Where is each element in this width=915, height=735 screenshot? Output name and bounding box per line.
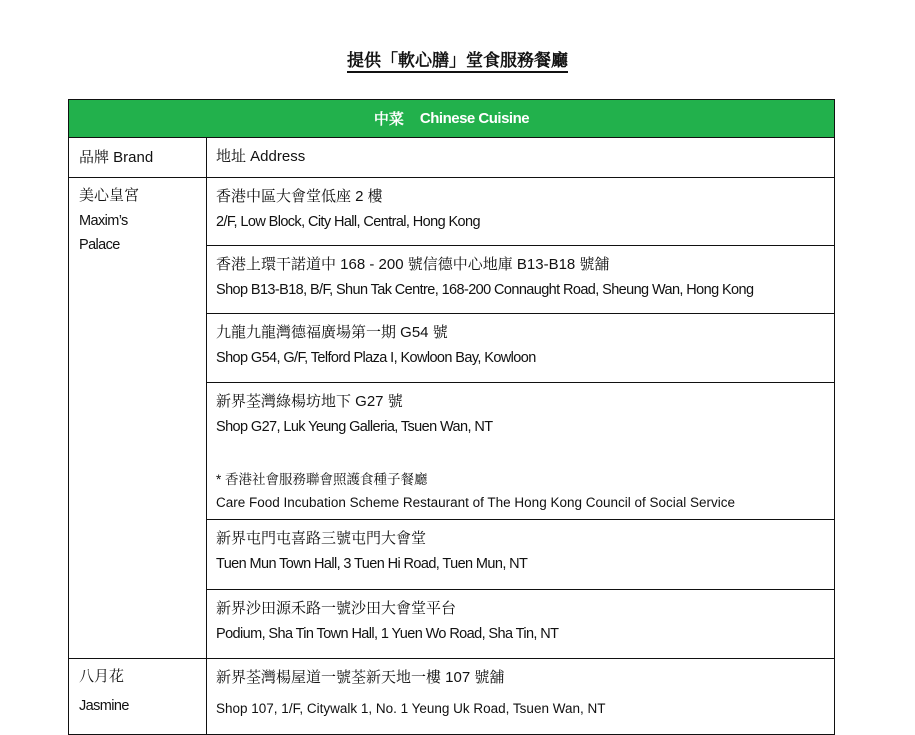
address-zh: 九龍九龍灣德福廣場第一期 G54 號 xyxy=(216,324,448,341)
table-row xyxy=(69,178,834,659)
section-title-zh: 中菜 xyxy=(373,111,404,128)
address-zh: 香港上環干諾道中 168 - 200 號信德中心地庫 B13-B18 號舖 xyxy=(216,256,610,273)
brand-column-header: 品牌 Brand xyxy=(69,138,207,177)
address-en: Shop B13-B18, B/F, Shun Tak Centre, 168-200 Connaught Road, Sheung Wan, Hong Kong xyxy=(216,282,754,298)
column-header-row xyxy=(69,138,834,178)
brand-name-zh: 美心皇宮 xyxy=(79,187,140,204)
address-zh: 香港中區大會堂低座 2 樓 xyxy=(216,188,383,205)
address-zh: 新界屯門屯喜路三號屯門大會堂 xyxy=(216,530,427,547)
address-en: 2/F, Low Block, City Hall, Central, Hong Kong xyxy=(216,214,480,230)
address-column-header: 地址 Address xyxy=(216,148,306,165)
brand-name-en: Jasmine xyxy=(79,698,129,714)
address-zh: 新界荃灣楊屋道一號荃新天地一樓 107 號舖 xyxy=(216,669,505,686)
address-en: Shop G27, Luk Yeung Galleria, Tsuen Wan, NT xyxy=(216,419,493,435)
brand-name-zh: 八月花 xyxy=(79,668,125,685)
address-cell xyxy=(207,659,834,734)
section-header xyxy=(69,100,834,138)
table-row xyxy=(69,659,834,735)
address-cell xyxy=(207,178,834,246)
section-title-en: Chinese Cuisine xyxy=(419,110,530,127)
restaurant-table xyxy=(68,99,835,735)
address-cell xyxy=(207,520,834,590)
address-cell xyxy=(207,590,834,658)
address-zh: 新界荃灣綠楊坊地下 G27 號 xyxy=(216,393,403,410)
brand-cell xyxy=(69,178,207,658)
address-cell xyxy=(207,246,834,314)
brand-name-en: Maxim’s Palace xyxy=(79,213,128,253)
address-en: Tuen Mun Town Hall, 3 Tuen Hi Road, Tuen Mun, NT xyxy=(216,556,528,572)
page-title: 提供「軟心膳」堂食服務餐廳 xyxy=(0,46,915,71)
address-en: Shop 107, 1/F, Citywalk 1, No. 1 Yeung Uk Road, Tsuen Wan, NT xyxy=(216,701,606,716)
note-en: Care Food Incubation Scheme Restaurant of The Hong Kong Council of Social Service xyxy=(216,495,736,510)
address-cell xyxy=(207,383,834,520)
address-zh: 新界沙田源禾路一號沙田大會堂平台 xyxy=(216,600,457,617)
address-cell xyxy=(207,314,834,383)
brand-cell xyxy=(69,659,207,734)
note-zh: * 香港社會服務聯會照護食種子餐廳 xyxy=(216,472,428,487)
address-en: Shop G54, G/F, Telford Plaza I, Kowloon Bay, Kowloon xyxy=(216,350,536,366)
address-en: Podium, Sha Tin Town Hall, 1 Yuen Wo Road, Sha Tin, NT xyxy=(216,626,559,642)
